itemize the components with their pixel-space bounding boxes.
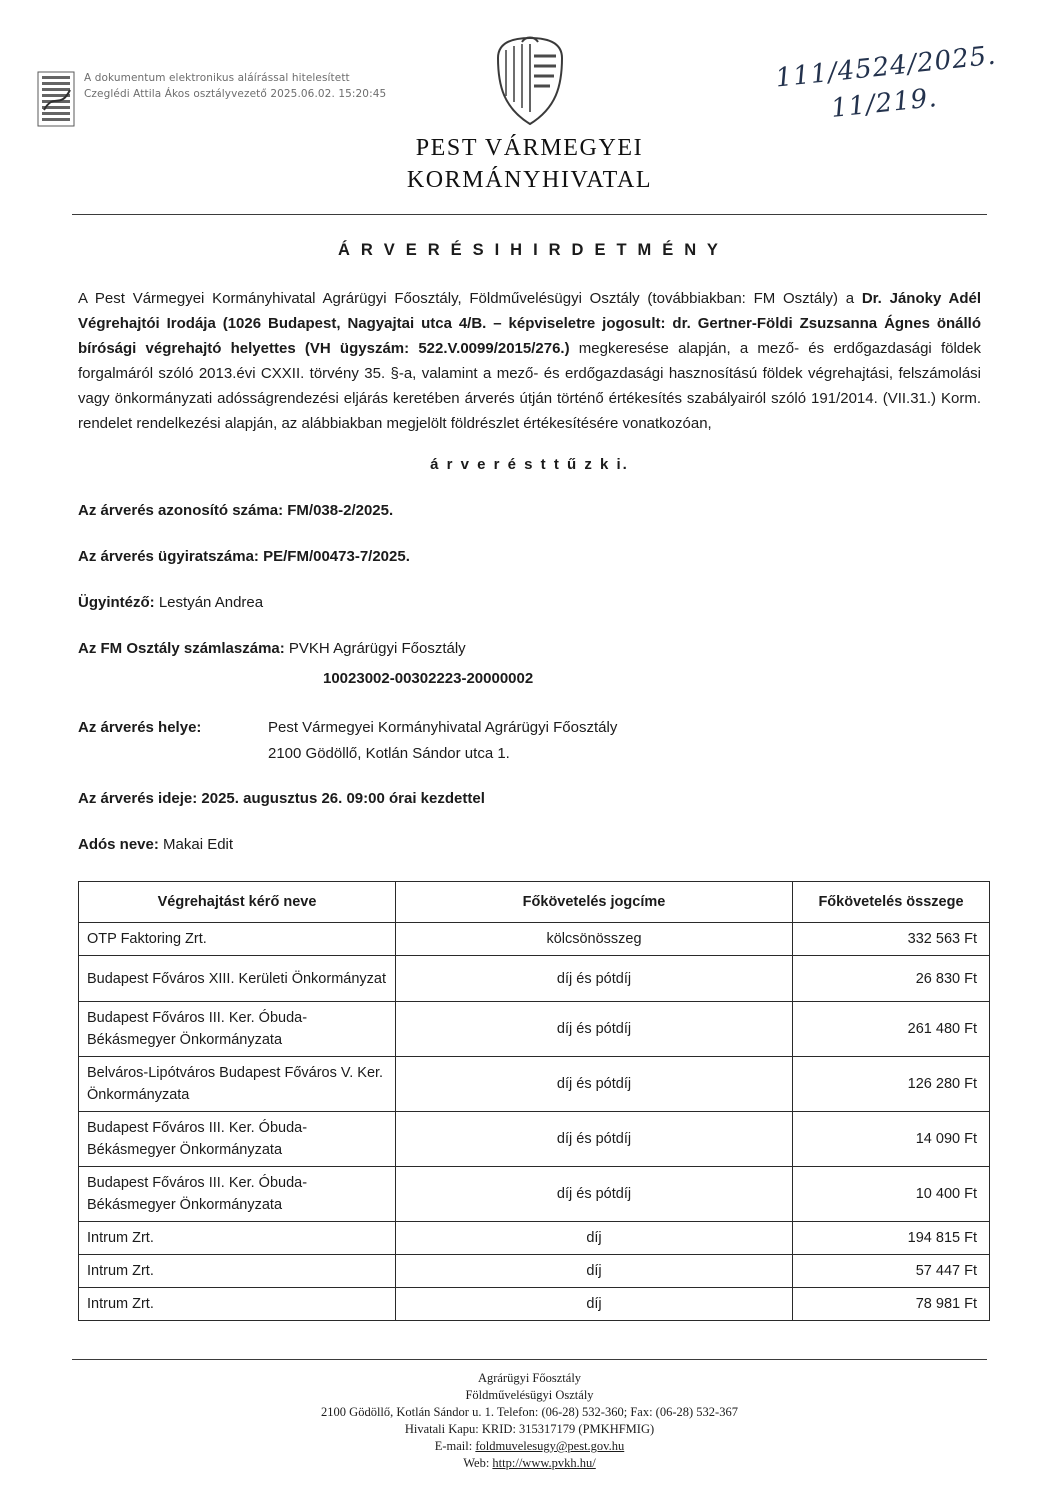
cell-claim-title: díj	[396, 1255, 793, 1288]
column-header-claim-amount: Főkövetelés összege	[793, 882, 990, 923]
table-row	[79, 1057, 990, 1112]
organization-title	[0, 132, 1059, 196]
esignature-line-2: Czeglédi Attila Ákos osztályvezető 2025.06.02. 15:20:45	[84, 88, 387, 100]
cell-claim-amount: 14 090 Ft	[793, 1112, 990, 1167]
cell-claim-title: díj és pótdíj	[396, 1112, 793, 1167]
table-header-row	[79, 882, 990, 923]
case-officer-label: Ügyintéző:	[78, 594, 155, 611]
auction-time-value: 2025. augusztus 26. 09:00 órai kezdettel	[201, 790, 485, 807]
cell-claim-amount: 10 400 Ft	[793, 1167, 990, 1222]
cell-claim-amount: 126 280 Ft	[793, 1057, 990, 1112]
cell-creditor: Budapest Főváros III. Ker. Óbuda-Békásmegyer Önkormányzata	[79, 1167, 396, 1222]
cell-claim-amount: 332 563 Ft	[793, 923, 990, 956]
cell-creditor: Intrum Zrt.	[79, 1288, 396, 1321]
table-row	[79, 1288, 990, 1321]
cell-claim-amount: 78 981 Ft	[793, 1288, 990, 1321]
cell-claim-title: díj és pótdíj	[396, 1057, 793, 1112]
cell-creditor: Intrum Zrt.	[79, 1255, 396, 1288]
auction-place-line-1: Pest Vármegyei Kormányhivatal Agrárügyi Főosztály	[268, 719, 618, 736]
document-footer	[0, 1370, 1059, 1472]
table-row	[79, 923, 990, 956]
auction-id-field	[78, 499, 981, 523]
cell-creditor: OTP Faktoring Zrt.	[79, 923, 396, 956]
cell-claim-amount: 194 815 Ft	[793, 1222, 990, 1255]
cell-creditor: Budapest Főváros XIII. Kerületi Önkormányzat	[79, 956, 396, 1002]
bank-account-field	[78, 637, 981, 661]
handwritten-number-1: 111/4524/2025.	[774, 40, 999, 94]
document-title: Á R V E R É S I H I R D E T M É N Y	[337, 241, 722, 259]
footer-web-label: Web:	[463, 1456, 493, 1470]
header-divider	[72, 214, 987, 215]
footer-address: 2100 Gödöllő, Kotlán Sándor u. 1. Telefon: (06-28) 532-360; Fax: (06-28) 532-367	[321, 1405, 738, 1419]
intro-bold-part: Dr. Jánoky Adél Végrehajtói Irodája (1026 Budapest, Nagyajtai utca 4/B. – képviseletre jogosult: dr. Gertner-Földi Zsuzsanna Ágnes önálló bírósági végrehajtó helyettes (VH ügyszám: 522.V.0099/2015/276.)	[78, 290, 981, 357]
organization-title-line-2: KORMÁNYHIVATAL	[406, 167, 653, 193]
debtor-label: Adós neve:	[78, 836, 159, 853]
cell-claim-amount: 261 480 Ft	[793, 1002, 990, 1057]
column-header-creditor: Végrehajtást kérő neve	[79, 882, 396, 923]
auction-call-to-action: á r v e r é s t t ű z k i.	[430, 456, 629, 473]
table-row	[79, 1002, 990, 1057]
bank-account-number: 10023002-00302223-20000002	[323, 670, 534, 687]
table-row	[79, 1222, 990, 1255]
debtor-field	[78, 833, 981, 857]
auction-case-number-value: PE/FM/00473-7/2025.	[263, 548, 410, 565]
organization-title-line-1: PEST VÁRMEGYEI	[415, 135, 644, 161]
table-row	[79, 1112, 990, 1167]
cell-claim-title: díj és pótdíj	[396, 1167, 793, 1222]
footer-email-label: E-mail:	[434, 1439, 476, 1453]
table-row	[79, 1255, 990, 1288]
cell-claim-title: díj	[396, 1222, 793, 1255]
auction-time-label: Az árverés ideje:	[78, 790, 198, 807]
footer-email-row	[0, 1438, 1059, 1455]
table-row	[79, 1167, 990, 1222]
claims-table	[78, 881, 990, 1321]
auction-place-label: Az árverés helye:	[78, 719, 202, 736]
footer-email-link[interactable]: foldmuvelesugy@pest.gov.hu	[475, 1439, 625, 1453]
cell-claim-amount: 57 447 Ft	[793, 1255, 990, 1288]
cell-creditor: Budapest Főváros III. Ker. Óbuda-Békásmegyer Önkormányzata	[79, 1112, 396, 1167]
bank-account-holder: PVKH Agrárügyi Főosztály	[288, 640, 466, 657]
cell-creditor: Budapest Főváros III. Ker. Óbuda-Békásmegyer Önkormányzata	[79, 1002, 396, 1057]
footer-division: Földművelésügyi Osztály	[465, 1388, 594, 1402]
document-body	[0, 241, 1059, 1321]
electronic-signature-block	[36, 70, 386, 128]
cell-creditor: Belváros-Lipótváros Budapest Főváros V. Ker. Önkormányzata	[79, 1057, 396, 1112]
esignature-seal-icon	[36, 70, 76, 128]
column-header-claim-title: Főkövetelés jogcíme	[396, 882, 793, 923]
document-header	[0, 0, 1059, 200]
footer-web-link[interactable]: http://www.pvkh.hu/	[492, 1456, 596, 1470]
footer-divider	[72, 1359, 987, 1360]
auction-place-field	[78, 715, 981, 767]
footer-web-row	[0, 1455, 1059, 1472]
auction-id-value: FM/038-2/2025.	[287, 502, 394, 519]
footer-krid: Hivatali Kapu: KRID: 315317179 (PMKHFMIG)	[404, 1422, 655, 1436]
auction-place-value	[268, 715, 617, 767]
table-row	[79, 956, 990, 1002]
auction-place-line-2: 2100 Gödöllő, Kotlán Sándor utca 1.	[268, 745, 510, 762]
cell-creditor: Intrum Zrt.	[79, 1222, 396, 1255]
cell-claim-title: díj	[396, 1288, 793, 1321]
handwritten-number-2: 11/219.	[829, 82, 940, 124]
case-officer-field	[78, 591, 981, 615]
case-officer-value: Lestyán Andrea	[158, 594, 264, 611]
auction-id-label: Az árverés azonosító száma:	[78, 502, 284, 519]
intro-part-2: megkeresése alapján, a mező- és erdőgazdasági földek forgalmáról szóló 2013.évi CXXII. törvény 35. §-a, valamint a mező- és erdőgazdasági hasznosítású földek végrehajtási, felszámolási vagy önkormányzati adósságrendezési eljárás keretében árverés útján történő értékesítés szabályairól szóló 191/2014. (VII.31.) Korm. rendelet rendelkezési alapján, az alábbiakban megjelölt földrészlet értékesítésére vonatkozóan,	[78, 340, 981, 432]
auction-time-field	[78, 787, 981, 811]
cell-claim-title: díj és pótdíj	[396, 1002, 793, 1057]
intro-part-1: A Pest Vármegyei Kormányhivatal Agrárügyi Főosztály, Földművelésügyi Osztály (továbbiakban: FM Osztály) a	[78, 290, 862, 307]
cell-claim-title: kölcsönösszeg	[396, 923, 793, 956]
cell-claim-amount: 26 830 Ft	[793, 956, 990, 1002]
esignature-line-1: A dokumentum elektronikus aláírással hitelesített	[84, 72, 350, 84]
cell-claim-title: díj és pótdíj	[396, 956, 793, 1002]
auction-case-number-label: Az árverés ügyiratszáma:	[78, 548, 259, 565]
bank-account-label: Az FM Osztály számlaszáma:	[78, 640, 285, 657]
coat-of-arms-icon	[494, 34, 566, 126]
footer-department: Agrárügyi Főosztály	[477, 1371, 582, 1385]
debtor-value: Makai Edit	[163, 836, 234, 853]
intro-paragraph	[78, 286, 981, 436]
handwritten-reference-numbers	[774, 41, 1001, 130]
auction-case-number-field	[78, 545, 981, 569]
